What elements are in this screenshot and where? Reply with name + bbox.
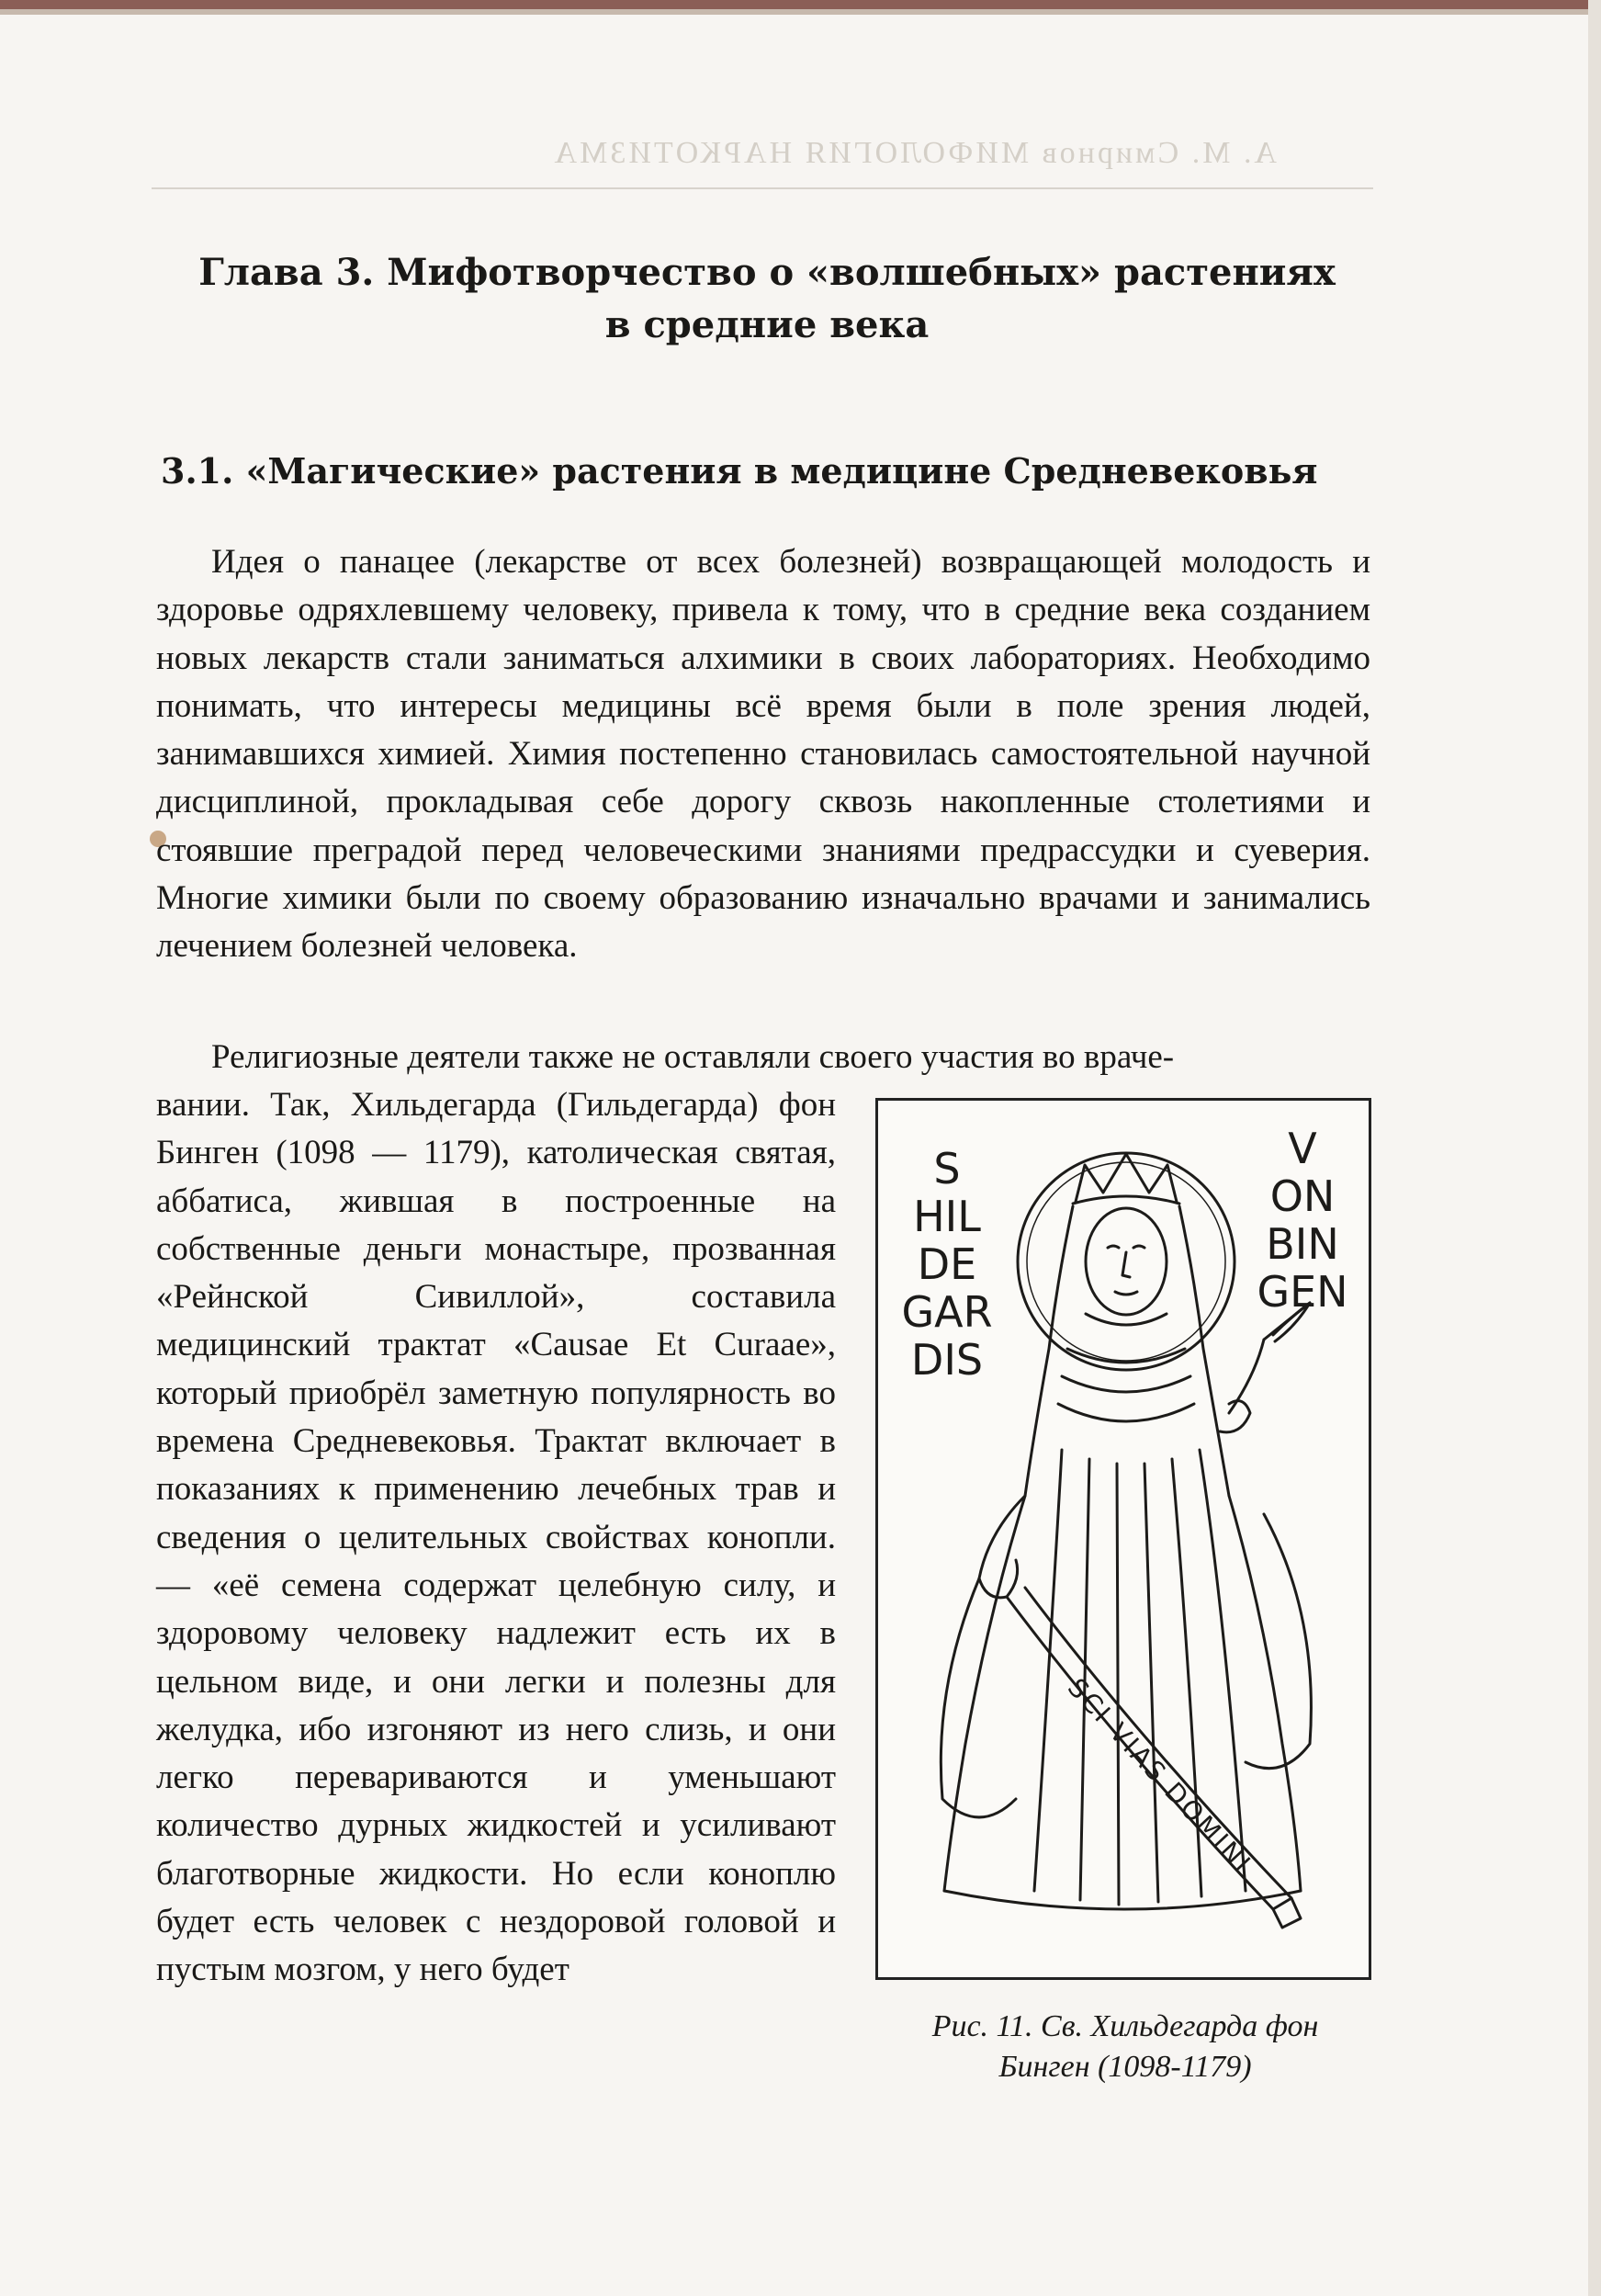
inscription-left-3: DE — [917, 1239, 977, 1289]
header-rule — [152, 187, 1373, 189]
inscription-left-1: S — [933, 1144, 961, 1193]
inscription-left-4: GAR — [901, 1287, 993, 1337]
chapter-title-line-1: Глава 3. Мифотворчество о «волшебных» растениях — [198, 251, 1336, 294]
inscription-left-2: HIL — [913, 1192, 981, 1241]
inscription-right-1: V — [1288, 1124, 1317, 1173]
body-paragraph-2-first-line: Религиозные деятели также не оставляли своего участия во враче- — [211, 1038, 1175, 1076]
figure-caption-line-1: Рис. 11. Св. Хильдегарда фон — [931, 2009, 1319, 2043]
page-right-edge — [1588, 0, 1601, 2296]
hildegard-illustration — [875, 1098, 1371, 1980]
chapter-title — [165, 246, 1369, 351]
inscription-right-4: GEN — [1257, 1267, 1348, 1317]
scroll-inscription: SCI VIAS DOMINI — [1061, 1672, 1258, 1881]
figure-caption-line-2: Бинген (1098-1179) — [998, 2050, 1252, 2084]
page-top-edge — [0, 0, 1601, 9]
chapter-title-line-2: в средние века — [604, 303, 930, 346]
page-top-shadow — [0, 9, 1601, 15]
body-paragraph-2-column: вании. Так, Хильдегарда (Гильдегарда) фон Бинген (1098 — 1179), католическая святая, аббатиса, жившая в построенные на собственные деньги монастыре, прозванная «Рейнской Сивиллой», составила медицинский трактат «Causae Et Curaae», который приобрёл заметную популярность во времена Средневековья. Трактат включает в показаниях к применению лечебных трав и сведения о целительных свойствах конопли. — «её семена содержат целебную силу, и здоровому человеку надлежит есть их в цельном виде, и они легки и полезны для желудка, ибо изгоняют из него слизь, и они легко перевариваются и уменьшают количество дурных жидкостей и усиливают благотворные жидкости. Но если коноплю будет есть человек с нездоровой головой и пустым мозгом, у него будет — [156, 1086, 836, 1989]
body-paragraph-1: Идея о панацее (лекарстве от всех болезней) возвращающей молодость и здоровье одряхлевшему человеку, привела к тому, что в средние века созданием новых лекарств стали заниматься алхимики в своих лабораториях. Необходимо понимать, что интересы медицины всё время были в поле зрения людей, занимавшихся химией. Химия постепенно становилась самостоятельной научной дисциплиной, прокладывая себе дорогу сквозь накопленные столетиями и стоявшие преградой перед человеческими знаниями предрассудки и суеверия. Многие химики были по своему образованию изначально врачами и занимались лечением болезней человека. — [156, 543, 1370, 966]
figure-caption — [868, 2007, 1382, 2087]
hildegard-drawing — [878, 1101, 1369, 1977]
inscription-right-2: ON — [1269, 1171, 1336, 1221]
inscription-left-5: DIS — [910, 1335, 984, 1385]
inscription-right-3: BIN — [1266, 1219, 1339, 1269]
running-header-bleedthrough: А. М. Смирнов МИФОЛОГИЯ НАРКОТИЗМА — [551, 136, 1277, 170]
section-title: 3.1. «Магические» растения в медицине Средневековья — [161, 450, 1318, 492]
